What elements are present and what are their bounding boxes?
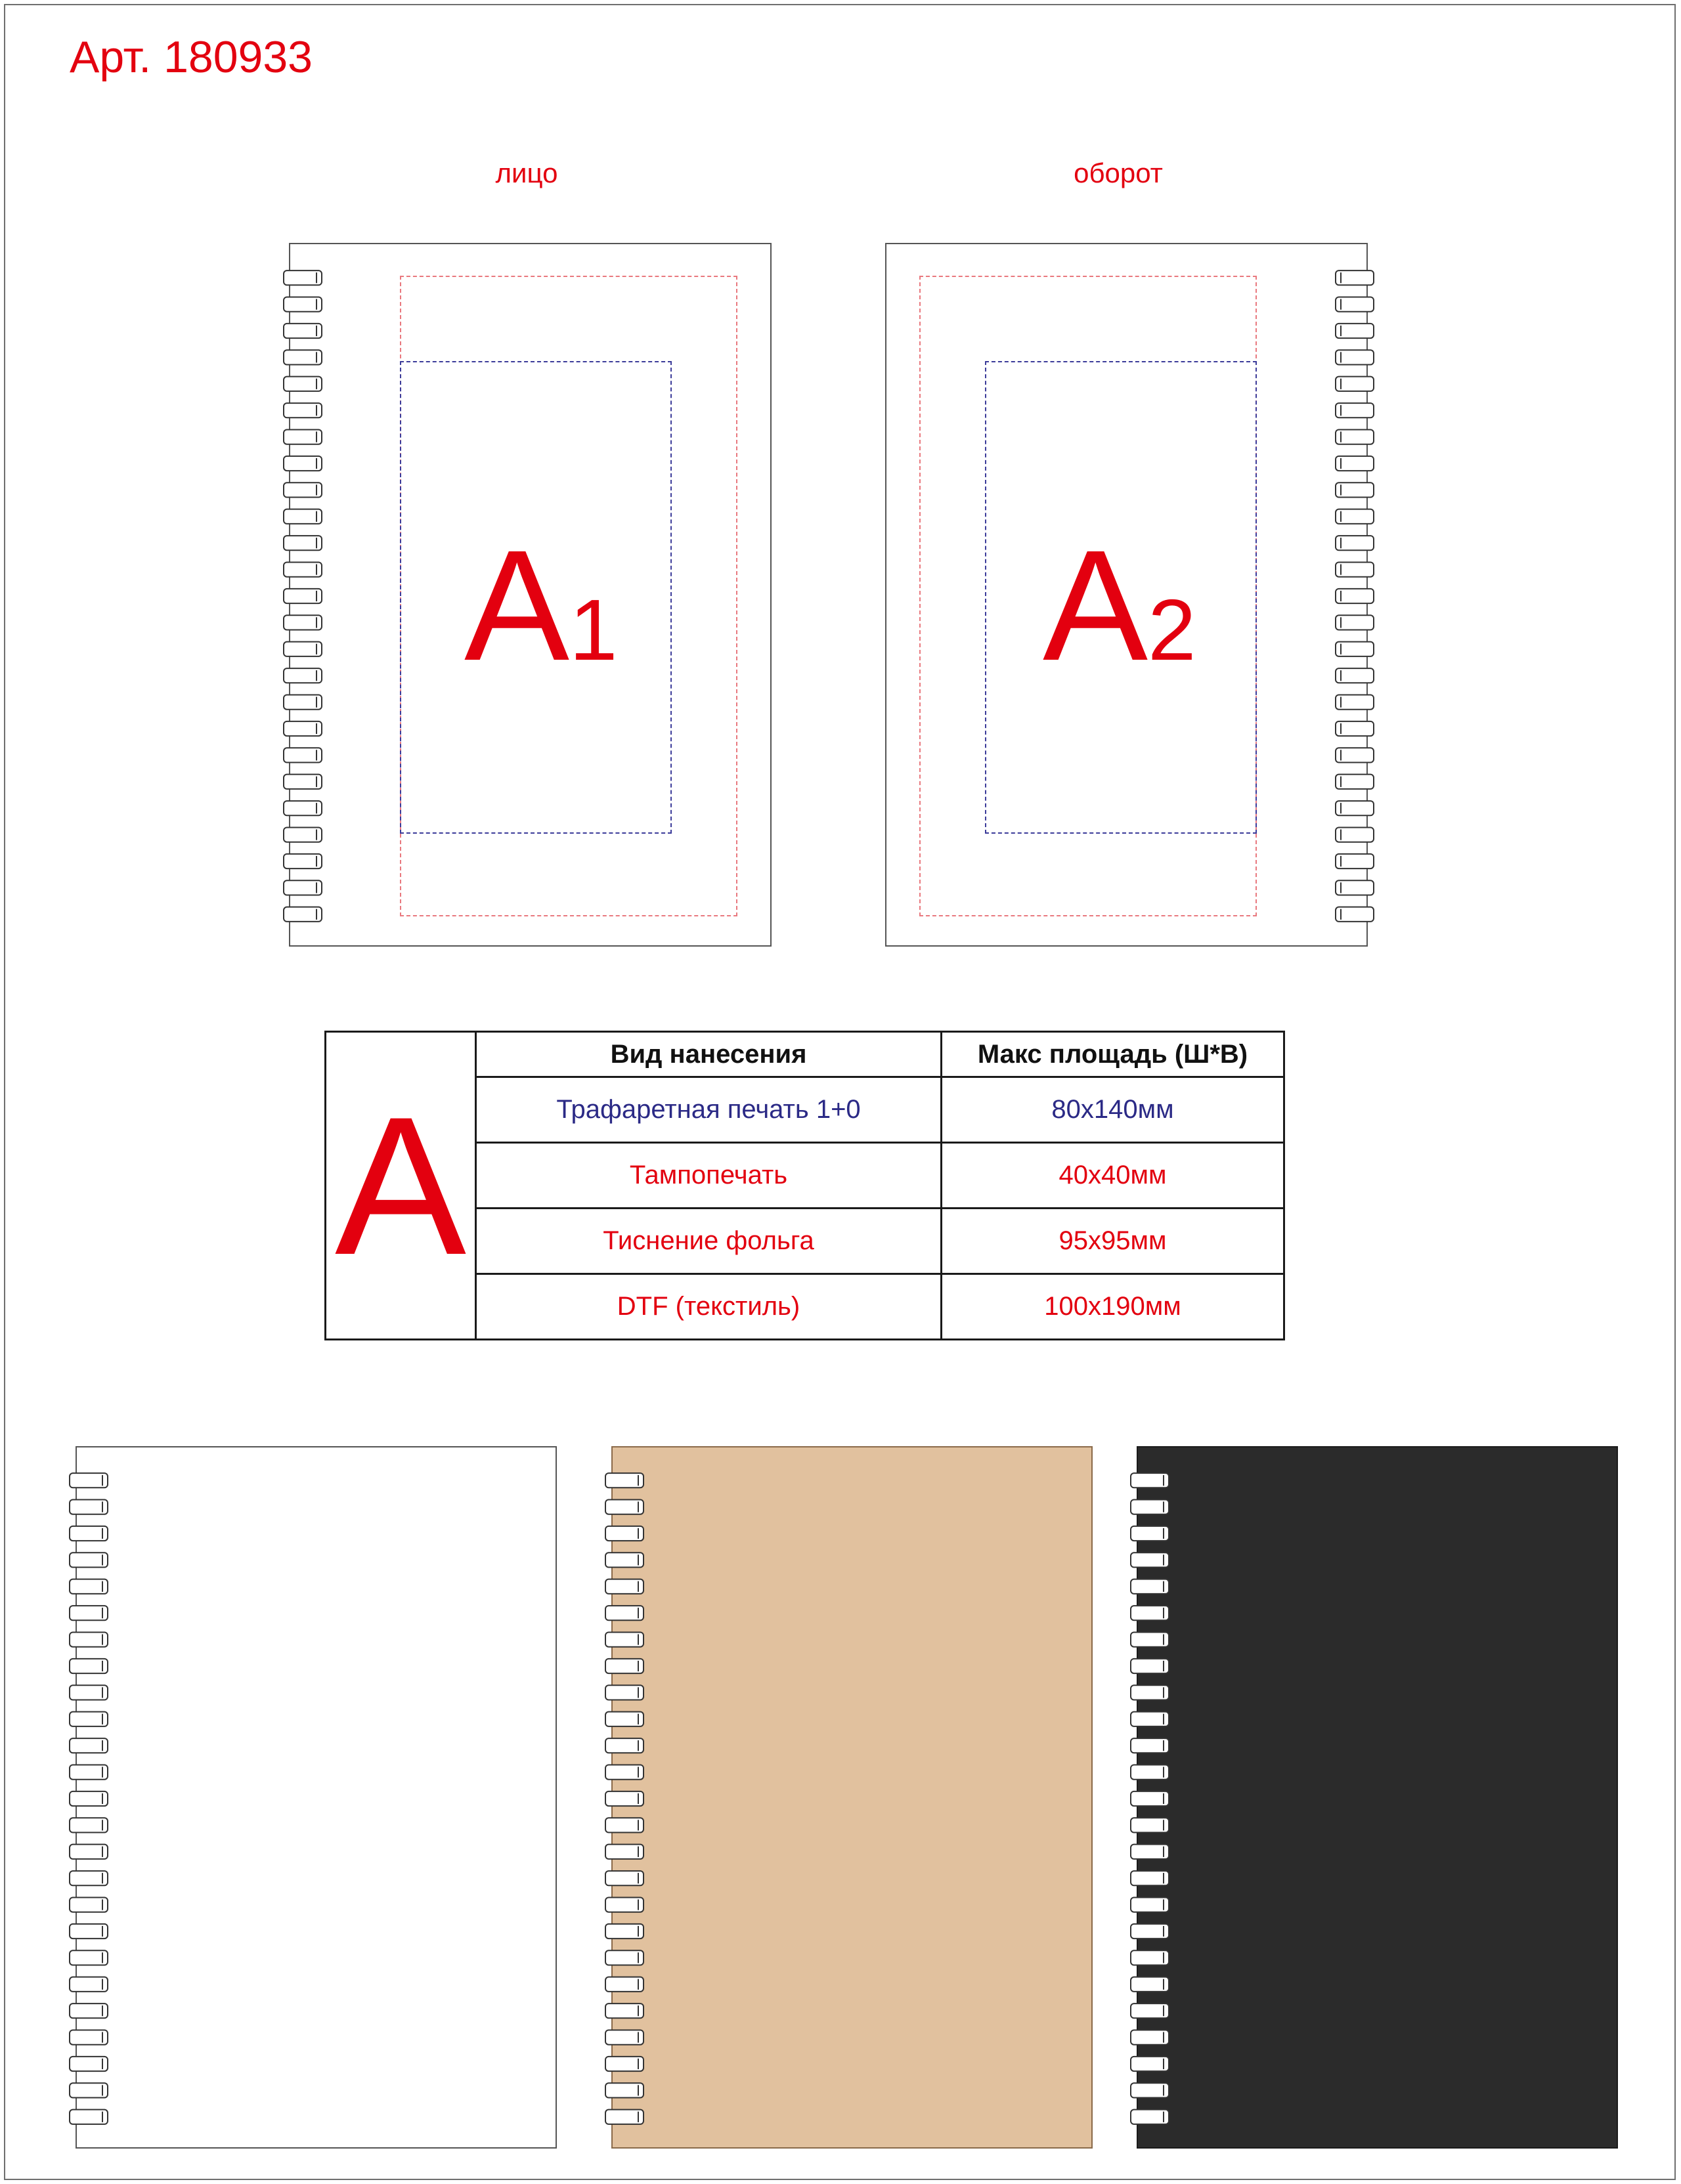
spiral-ring — [284, 748, 322, 762]
spiral-ring — [1131, 1552, 1169, 1567]
spiral-ring — [284, 324, 322, 338]
spiral-ring — [1131, 2057, 1169, 2071]
front-view-label: лицо — [495, 158, 558, 188]
spiral-ring — [1336, 429, 1374, 444]
spiral-ring — [284, 562, 322, 576]
spiral-ring — [284, 482, 322, 497]
spiral-ring — [70, 1871, 108, 1885]
size-cell: 80х140мм — [942, 1077, 1284, 1143]
spiral-ring — [1131, 2003, 1169, 2018]
zone-a-cell — [326, 1032, 476, 1340]
spiral-ring — [605, 2003, 644, 2018]
spiral-ring — [1336, 775, 1374, 789]
spiral-ring — [605, 1897, 644, 1912]
spiral-ring — [1131, 1791, 1169, 1806]
spiral-ring — [70, 2057, 108, 2071]
spiral-ring — [284, 270, 322, 285]
spiral-ring — [284, 827, 322, 842]
spiral-ring — [1131, 1897, 1169, 1912]
spiral-ring — [70, 1924, 108, 1938]
back-view-label: оборот — [1074, 158, 1163, 188]
spiral-ring — [1131, 1765, 1169, 1779]
variant-black-spiral — [1129, 1468, 1170, 2131]
size-cell: 95х95мм — [942, 1209, 1284, 1274]
spiral-ring — [605, 1924, 644, 1938]
spiral-ring — [1336, 721, 1374, 736]
notebook-variant-white — [76, 1446, 557, 2149]
spiral-ring — [284, 668, 322, 683]
spiral-ring — [605, 2110, 644, 2124]
spiral-ring — [284, 536, 322, 550]
spiral-ring — [605, 1871, 644, 1885]
variant-white-spiral — [68, 1468, 109, 2131]
back-notebook-layout — [885, 243, 1368, 947]
spiral-ring — [1336, 589, 1374, 603]
spiral-ring — [284, 297, 322, 311]
spiral-ring — [284, 642, 322, 656]
spiral-ring — [605, 1499, 644, 1514]
spiral-ring — [1131, 1871, 1169, 1885]
spiral-ring — [70, 1552, 108, 1567]
spiral-ring — [1131, 1659, 1169, 1673]
application-methods-table — [324, 1031, 1285, 1340]
notebook-variant-black — [1137, 1446, 1618, 2149]
spiral-ring — [605, 1765, 644, 1779]
zone-letter: A — [334, 1075, 467, 1296]
spiral-ring — [605, 1950, 644, 1965]
front-notebook-layout — [289, 243, 772, 947]
spiral-ring — [70, 1685, 108, 1700]
spiral-ring — [605, 1579, 644, 1594]
spiral-ring — [605, 1659, 644, 1673]
method-cell: DTF (текстиль) — [476, 1274, 942, 1340]
spiral-ring — [605, 2057, 644, 2071]
spiral-ring — [1336, 642, 1374, 656]
spiral-ring — [70, 1791, 108, 1806]
spiral-ring — [605, 1552, 644, 1567]
spiral-ring — [284, 695, 322, 709]
notebook-variant-kraft — [611, 1446, 1093, 2149]
size-cell: 100х190мм — [942, 1274, 1284, 1340]
spiral-ring — [1336, 748, 1374, 762]
spiral-ring — [70, 1845, 108, 1859]
front-spiral-binding — [282, 265, 323, 928]
spiral-ring — [1336, 270, 1374, 285]
article-number: Арт. 180933 — [70, 32, 313, 82]
spiral-ring — [605, 1606, 644, 1620]
spiral-ring — [1336, 377, 1374, 391]
header-method: Вид нанесения — [476, 1032, 942, 1077]
spiral-ring — [1336, 668, 1374, 683]
spiral-ring — [1131, 2083, 1169, 2097]
spiral-ring — [1131, 1632, 1169, 1646]
spiral-ring — [1336, 482, 1374, 497]
spiral-ring — [1336, 403, 1374, 418]
spiral-ring — [70, 1659, 108, 1673]
spiral-ring — [605, 1685, 644, 1700]
spiral-ring — [605, 1473, 644, 1488]
spiral-ring — [284, 377, 322, 391]
spiral-ring — [70, 1606, 108, 1620]
spiral-ring — [1131, 2110, 1169, 2124]
spiral-ring — [70, 1738, 108, 1753]
spiral-ring — [1131, 2030, 1169, 2044]
spiral-ring — [1131, 1950, 1169, 1965]
spiral-ring — [1336, 297, 1374, 311]
spiral-ring — [284, 350, 322, 364]
spiral-ring — [1336, 536, 1374, 550]
spiral-ring — [284, 801, 322, 815]
size-cell: 40х40мм — [942, 1143, 1284, 1209]
spiral-ring — [1131, 1499, 1169, 1514]
spiral-ring — [1336, 907, 1374, 922]
method-cell: Тампопечать — [476, 1143, 942, 1209]
method-cell: Трафаретная печать 1+0 — [476, 1077, 942, 1143]
back-spiral-binding — [1334, 265, 1375, 928]
spiral-ring — [605, 2030, 644, 2044]
spiral-ring — [70, 1712, 108, 1726]
spiral-ring — [1336, 801, 1374, 815]
spiral-ring — [1131, 1924, 1169, 1938]
variant-kraft-spiral — [604, 1468, 645, 2131]
spiral-ring — [70, 1818, 108, 1832]
spiral-ring — [1131, 1845, 1169, 1859]
spiral-ring — [284, 880, 322, 895]
zone-label-a2: A2 — [1043, 517, 1196, 693]
spiral-ring — [284, 721, 322, 736]
spiral-ring — [605, 1977, 644, 1992]
spiral-ring — [1131, 1738, 1169, 1753]
spiral-ring — [284, 403, 322, 418]
spiral-ring — [605, 1526, 644, 1541]
spiral-ring — [70, 1526, 108, 1541]
spiral-ring — [70, 1897, 108, 1912]
spiral-ring — [1336, 562, 1374, 576]
spiral-ring — [605, 1818, 644, 1832]
spiral-ring — [1336, 615, 1374, 630]
spiral-ring — [70, 2083, 108, 2097]
spiral-ring — [284, 589, 322, 603]
spiral-ring — [605, 1738, 644, 1753]
spiral-ring — [284, 854, 322, 868]
spiral-ring — [605, 1712, 644, 1726]
spiral-ring — [1131, 1977, 1169, 1992]
spiral-ring — [70, 2003, 108, 2018]
spiral-ring — [1131, 1818, 1169, 1832]
spiral-ring — [70, 1579, 108, 1594]
spiral-ring — [70, 2030, 108, 2044]
method-cell: Тиснение фольга — [476, 1209, 942, 1274]
spiral-ring — [1336, 854, 1374, 868]
spiral-ring — [70, 1473, 108, 1488]
spiral-ring — [1336, 324, 1374, 338]
zone-label-a1: A1 — [464, 517, 618, 693]
spiral-ring — [70, 1632, 108, 1646]
spiral-ring — [605, 1845, 644, 1859]
spiral-ring — [284, 615, 322, 630]
header-max-area: Макс площадь (Ш*В) — [942, 1032, 1284, 1077]
spiral-ring — [1131, 1712, 1169, 1726]
spiral-ring — [70, 1765, 108, 1779]
spiral-ring — [1336, 695, 1374, 709]
spiral-ring — [284, 775, 322, 789]
spiral-ring — [1131, 1606, 1169, 1620]
spiral-ring — [70, 1977, 108, 1992]
spiral-ring — [70, 2110, 108, 2124]
spiral-ring — [605, 1791, 644, 1806]
spiral-ring — [1131, 1526, 1169, 1541]
spiral-ring — [1131, 1473, 1169, 1488]
spiral-ring — [70, 1950, 108, 1965]
spiral-ring — [70, 1499, 108, 1514]
spiral-ring — [284, 429, 322, 444]
spiral-ring — [1336, 350, 1374, 364]
spiral-ring — [284, 509, 322, 524]
spiral-ring — [605, 2083, 644, 2097]
spiral-ring — [605, 1632, 644, 1646]
spiral-ring — [1336, 880, 1374, 895]
spiral-ring — [1336, 827, 1374, 842]
spiral-ring — [1131, 1579, 1169, 1594]
spiral-ring — [284, 456, 322, 471]
spiral-ring — [1336, 509, 1374, 524]
spiral-ring — [284, 907, 322, 922]
spiral-ring — [1131, 1685, 1169, 1700]
spiral-ring — [1336, 456, 1374, 471]
